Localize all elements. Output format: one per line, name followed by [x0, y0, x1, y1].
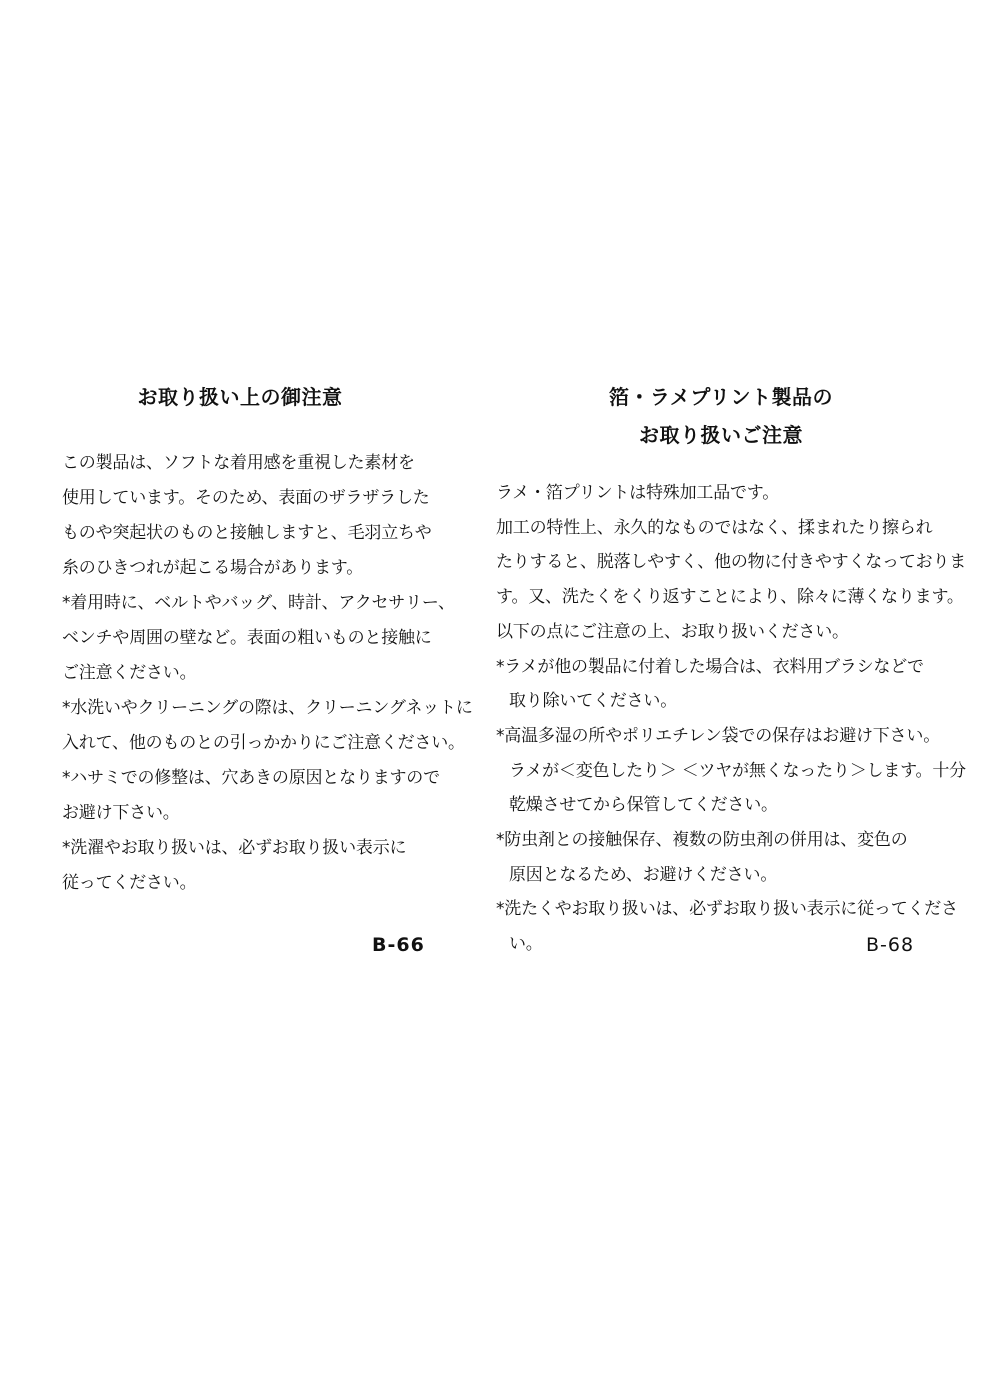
care-notice-left-title: お取り扱い上の御注意 [137, 385, 343, 409]
text-line: *洗たくやお取り扱いは、必ずお取り扱い表示に従ってくださ [496, 899, 958, 920]
text-line: 入れて、他のものとの引っかかりにご注意ください。 [62, 733, 465, 753]
text-line: 従ってください。 [62, 873, 197, 893]
text-line: *防虫剤との接触保存、複数の防虫剤の併用は、変色の [496, 830, 908, 851]
care-notice-left [62, 378, 473, 901]
text-line: ラメ・箔プリントは特殊加工品です。 [496, 483, 780, 503]
text-line: ものや突起状のものと接触しますと、毛羽立ちや [62, 523, 432, 543]
text-line: *ハサミでの修整は、穴あきの原因となりますので [62, 768, 440, 788]
care-notice-left-body [62, 446, 473, 901]
text-line: *高温多湿の所やポリエチレン袋での保存はお避け下さい。 [496, 725, 940, 746]
text-line: す。又、洗たくをくり返すことにより、除々に薄くなります。 [496, 587, 964, 608]
text-line: *ラメが他の製品に付着した場合は、衣料用ブラシなどで [496, 656, 924, 677]
text-line: 糸のひきつれが起こる場合があります。 [62, 558, 364, 578]
text-line: *着用時に、ベルトやバッグ、時計、アクセサリー、 [62, 593, 455, 613]
text-line: お避け下さい。 [62, 803, 180, 823]
text-line: たりすると、脱落しやすく、他の物に付きやすくなっておりま [496, 552, 967, 573]
care-notice-right-body [496, 476, 967, 962]
text-line: ベンチや周囲の壁など。表面の粗いものと接触に [62, 628, 432, 648]
product-code-right: B-68 [866, 934, 915, 956]
text-line: *洗濯やお取り扱いは、必ずお取り扱い表示に [62, 838, 407, 858]
title-line: 箔・ラメプリント製品の [608, 385, 834, 409]
care-notice-right [496, 378, 967, 962]
text-line: この製品は、ソフトな着用感を重視した素材を [62, 453, 415, 473]
text-line: い。 [509, 934, 543, 955]
text-line: 加工の特性上、永久的なものではなく、揉まれたり擦られ [496, 517, 933, 538]
text-line: 以下の点にご注意の上、お取り扱いください。 [496, 621, 849, 642]
text-line: ラメが＜変色したり＞ ＜ツヤが無くなったり＞します。十分 [509, 760, 966, 781]
text-line: 使用しています。そのため、表面のザラザラした [62, 488, 430, 508]
title-line: お取り扱いご注意 [639, 423, 803, 447]
product-code-left: B-66 [372, 934, 425, 956]
text-line: 取り除いてください。 [509, 691, 677, 712]
text-line: ご注意ください。 [62, 663, 197, 683]
text-line: *水洗いやクリーニングの際は、クリーニングネットに [62, 698, 473, 718]
care-notice-right-title [496, 378, 946, 454]
text-line: 原因となるため、お避けください。 [509, 864, 778, 885]
text-line: 乾燥させてから保管してください。 [509, 795, 778, 816]
